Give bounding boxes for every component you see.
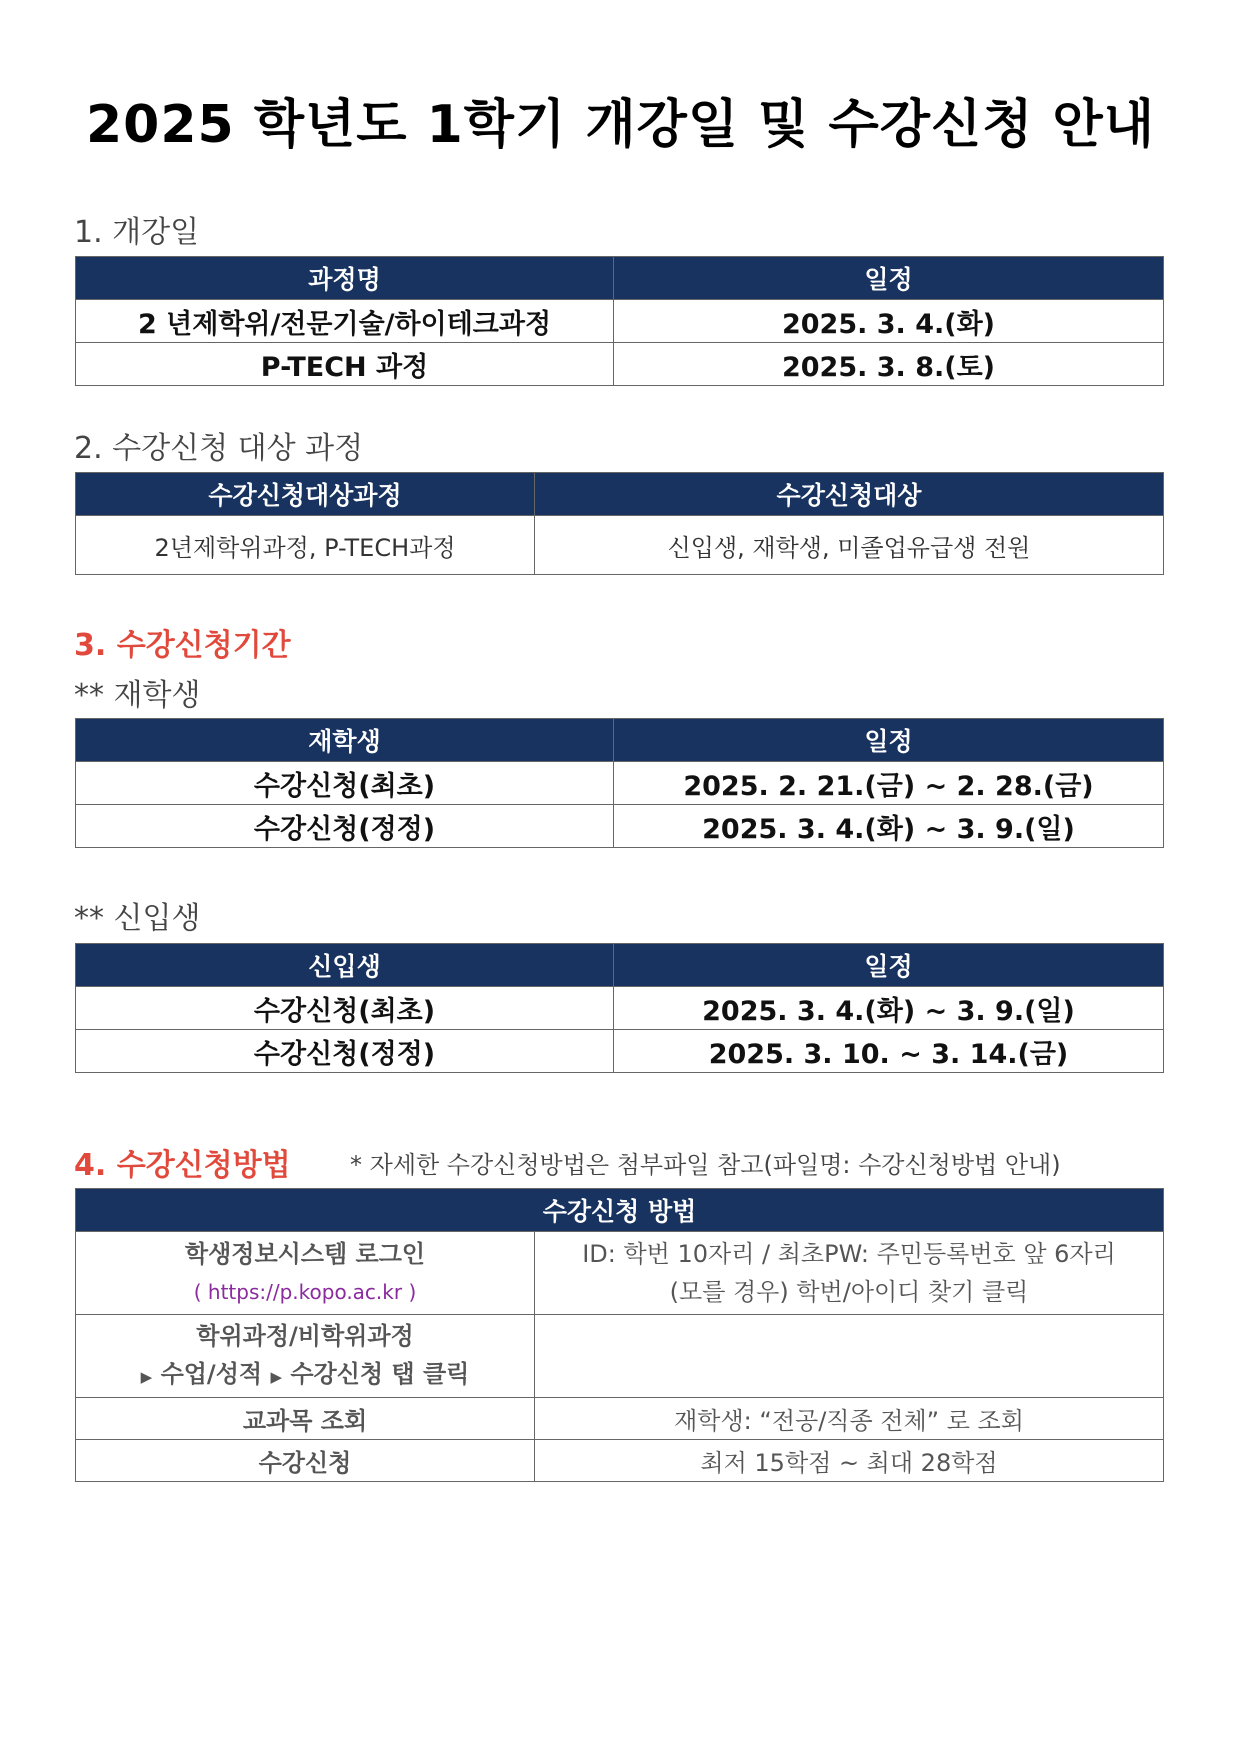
login-find-id-info: (모를 경우) 학번/아이디 찾기 클릭 [669, 1278, 1029, 1306]
period-type-cell: 수강신청(정정) [76, 1030, 614, 1073]
date-range-cell: 2025. 3. 10. ~ 3. 14.(금) [614, 1030, 1164, 1073]
header-new-students: 신입생 [76, 944, 614, 987]
header-schedule: 일정 [614, 944, 1164, 987]
period-type-cell: 수강신청(최초) [76, 762, 614, 805]
section-3-heading: 3. 수강신청기간 [74, 628, 291, 663]
attachment-note: * 자세한 수강신청방법은 첨부파일 참고(파일명: 수강신청방법 안내) [350, 1151, 1061, 1179]
login-step-cell [76, 1232, 535, 1315]
table-row [76, 1398, 1164, 1440]
header-schedule: 일정 [614, 719, 1164, 762]
eligibility-table [75, 472, 1164, 575]
section-2-heading: 2. 수강신청 대상 과정 [74, 431, 364, 466]
course-name-cell: 2 년제학위/전문기술/하이테크과정 [76, 300, 614, 343]
period-type-cell: 수강신청(정정) [76, 805, 614, 848]
subheading-current-students: ** 재학생 [74, 678, 201, 713]
registration-cell: 수강신청 [76, 1440, 535, 1482]
table-header-row [76, 1189, 1164, 1232]
header-schedule: 일정 [614, 257, 1164, 300]
course-search-info-cell: 재학생: “전공/직종 전체” 로 조회 [535, 1398, 1164, 1440]
table-row [76, 300, 1164, 343]
target-course-cell: 2년제학위과정, P-TECH과정 [76, 516, 535, 575]
schedule-table-opening [75, 256, 1164, 386]
table-header-row [76, 473, 1164, 516]
menu-path-info-cell [535, 1315, 1164, 1398]
header-registration-method: 수강신청 방법 [76, 1189, 1164, 1232]
table-row [76, 805, 1164, 848]
table-row [76, 516, 1164, 575]
triangle-right-icon: ▶ [270, 1367, 282, 1386]
date-range-cell: 2025. 3. 4.(화) ~ 3. 9.(일) [614, 987, 1164, 1030]
menu-step-registration-tab: 수강신청 탭 클릭 [290, 1359, 470, 1388]
course-type-label: 학위과정/비학위과정 [196, 1321, 414, 1350]
table-header-row [76, 719, 1164, 762]
section-4-heading: 4. 수강신청방법 [74, 1148, 291, 1183]
registration-method-table [75, 1188, 1164, 1482]
login-info-cell [535, 1232, 1164, 1315]
subheading-new-students: ** 신입생 [74, 901, 201, 936]
header-course-name: 과정명 [76, 257, 614, 300]
credit-limit-cell: 최저 15학점 ~ 최대 28학점 [535, 1440, 1164, 1482]
table-row [76, 1232, 1164, 1315]
date-range-cell: 2025. 2. 21.(금) ~ 2. 28.(금) [614, 762, 1164, 805]
table-header-row [76, 944, 1164, 987]
header-current-students: 재학생 [76, 719, 614, 762]
table-row [76, 1030, 1164, 1073]
triangle-right-icon: ▶ [140, 1367, 153, 1386]
date-cell: 2025. 3. 4.(화) [614, 300, 1164, 343]
course-search-cell: 교과목 조회 [76, 1398, 535, 1440]
course-name-cell: P-TECH 과정 [76, 343, 614, 386]
menu-path [76, 1355, 534, 1396]
table-row [76, 987, 1164, 1030]
login-step-label: 학생정보시스템 로그인 [184, 1240, 426, 1268]
date-cell: 2025. 3. 8.(토) [614, 343, 1164, 386]
menu-step-class-grade: 수업/성적 [160, 1359, 263, 1388]
date-range-cell: 2025. 3. 4.(화) ~ 3. 9.(일) [614, 805, 1164, 848]
table-header-row [76, 257, 1164, 300]
target-students-cell: 신입생, 재학생, 미졸업유급생 전원 [535, 516, 1164, 575]
header-target-students: 수강신청대상 [535, 473, 1164, 516]
login-id-pw-info: ID: 학번 10자리 / 최초PW: 주민등록번호 앞 6자리 [582, 1240, 1116, 1268]
table-row [76, 1440, 1164, 1482]
page-title: 2025 학년도 1학기 개강일 및 수강신청 안내 [85, 95, 1155, 155]
period-type-cell: 수강신청(최초) [76, 987, 614, 1030]
portal-link[interactable]: ( https://p.kopo.ac.kr ) [193, 1280, 417, 1304]
schedule-table-new-students [75, 943, 1164, 1073]
table-row [76, 1315, 1164, 1398]
header-target-course: 수강신청대상과정 [76, 473, 535, 516]
table-row [76, 762, 1164, 805]
table-row [76, 343, 1164, 386]
menu-path-cell [76, 1315, 535, 1398]
section-1-heading: 1. 개강일 [74, 215, 200, 250]
schedule-table-current-students [75, 718, 1164, 848]
